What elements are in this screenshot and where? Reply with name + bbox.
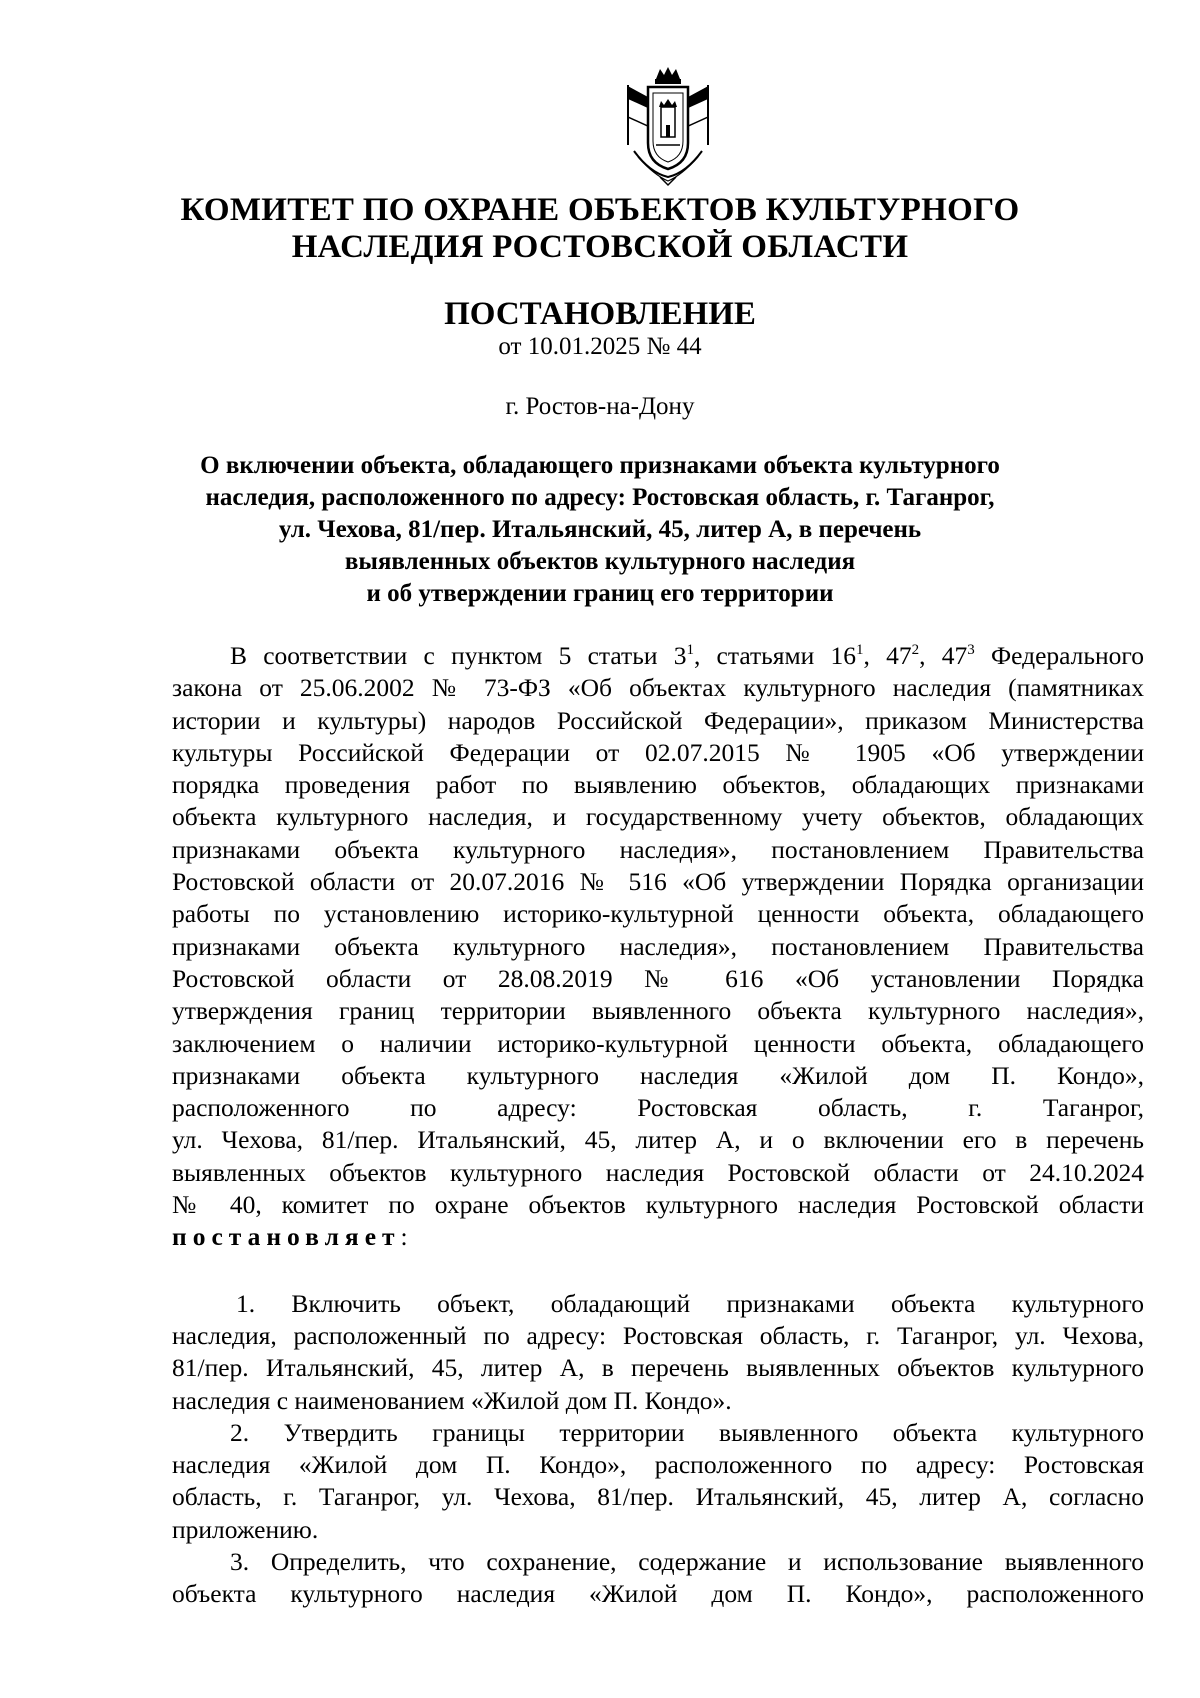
subject-line: выявленных объектов культурного наследия [344,548,856,575]
preamble-line: № 40, комитет по охране объектов культурного наследия Ростовской области [172,1190,1144,1220]
preamble-line: порядка проведения работ по выявлению объектов, обладающих признаками [172,770,1144,800]
paragraph-gap [172,1254,1144,1288]
document-body [172,640,1144,1611]
document-place: г. Ростов-на-Дону [505,393,695,420]
subject-line: ул. Чехова, 81/пер. Итальянский, 45, литер А, в перечень [278,516,922,543]
resolves-colon: : [400,1222,408,1252]
preamble-text: , 47 [863,641,912,670]
preamble-text: , статьями 16 [693,641,857,670]
preamble-line: выявленных объектов культурного наследия Ростовской области от 24.10.2024 [172,1157,1144,1187]
preamble-text: В соответствии с пунктом 5 статьи 3 [230,641,687,670]
preamble-line: признаками объекта культурного наследия», постановлением Правительства [172,931,1144,961]
item-1-line: наследия, расположенный по адресу: Ростовская область, г. Таганрог, ул. Чехова, [172,1320,1144,1350]
item-2-line: наследия «Жилой дом П. Кондо», расположенного по адресу: Ростовская [172,1450,1144,1480]
resolves-word: постановляет [172,1222,401,1252]
preamble-line: работы по установлению историко-культурной ценности объекта, обладающего [172,899,1144,929]
preamble-line: истории и культуры) народов Российской Федерации», приказом Министерства [172,705,1144,735]
document-type: ПОСТАНОВЛЕНИЕ [444,296,756,332]
item-2-line: 2. Утвердить границы территории выявленного объекта культурного [230,1417,1144,1447]
preamble-line: Ростовской области от 20.07.2016 № 516 «Об утверждении Порядка организации [172,867,1144,897]
preamble-first-line [172,640,1144,672]
preamble-line: закона от 25.06.2002 № 73-ФЗ «Об объектах культурного наследия (памятниках [172,673,1144,703]
preamble-line: объекта культурного наследия, и государственному учету объектов, обладающих [172,802,1144,832]
document-date-number: от 10.01.2025 № 44 [498,333,702,360]
preamble-text: Федерального [974,641,1145,670]
superscript: 2 [911,642,920,658]
item-3-line: 3. Определить, что сохранение, содержание и использование выявленного [230,1547,1144,1577]
item-2-line: область, г. Таганрог, ул. Чехова, 81/пер. Итальянский, 45, литер А, согласно [172,1482,1144,1512]
item-1-line: наследия с наименованием «Жилой дом П. Кондо». [172,1385,732,1415]
preamble-line: Ростовской области от 28.08.2019 № 616 «Об установлении Порядка [172,963,1144,993]
preamble-line: расположенного по адресу: Ростовская область, г. Таганрог, [172,1093,1144,1123]
subject-line: и об утверждении границ его территории [366,580,834,607]
organization-name [170,192,1030,266]
document-subject [170,450,1030,610]
preamble-line: ул. Чехова, 81/пер. Итальянский, 45, литер А, и о включении его в перечень [172,1125,1144,1155]
preamble-line: заключением о наличии историко-культурной ценности объекта, обладающего [172,1028,1144,1058]
subject-line: О включении объекта, обладающего признаками объекта культурного [200,452,1000,479]
superscript: 1 [856,642,864,658]
subject-line: наследия, расположенного по адресу: Ростовская область, г. Таганрог, [205,484,995,511]
item-2-line: приложению. [172,1514,319,1544]
preamble-line: признаками объекта культурного наследия», постановлением Правительства [172,834,1144,864]
org-line: КОМИТЕТ ПО ОХРАНЕ ОБЪЕКТОВ КУЛЬТУРНОГО [180,192,1020,228]
preamble-line: утверждения границ территории выявленного объекта культурного наследия», [172,996,1144,1026]
superscript: 1 [686,642,694,658]
org-line: НАСЛЕДИЯ РОСТОВСКОЙ ОБЛАСТИ [291,229,909,265]
item-3-line: объекта культурного наследия «Жилой дом П. Кондо», расположенного [172,1579,1144,1609]
preamble-text: , 47 [919,641,968,670]
item-1-line: 81/пер. Итальянский, 45, литер А, в перечень выявленных объектов культурного [172,1353,1144,1383]
item-1-line: 1. Включить объект, обладающий признаками объекта культурного [236,1288,1144,1318]
superscript: 3 [967,642,975,658]
preamble-line: культуры Российской Федерации от 02.07.2015 № 1905 «Об утверждении [172,737,1144,767]
coat-of-arms-icon [620,65,716,187]
resolves-line [172,1221,1144,1253]
preamble-line: признаками объекта культурного наследия «Жилой дом П. Кондо», [172,1060,1144,1090]
